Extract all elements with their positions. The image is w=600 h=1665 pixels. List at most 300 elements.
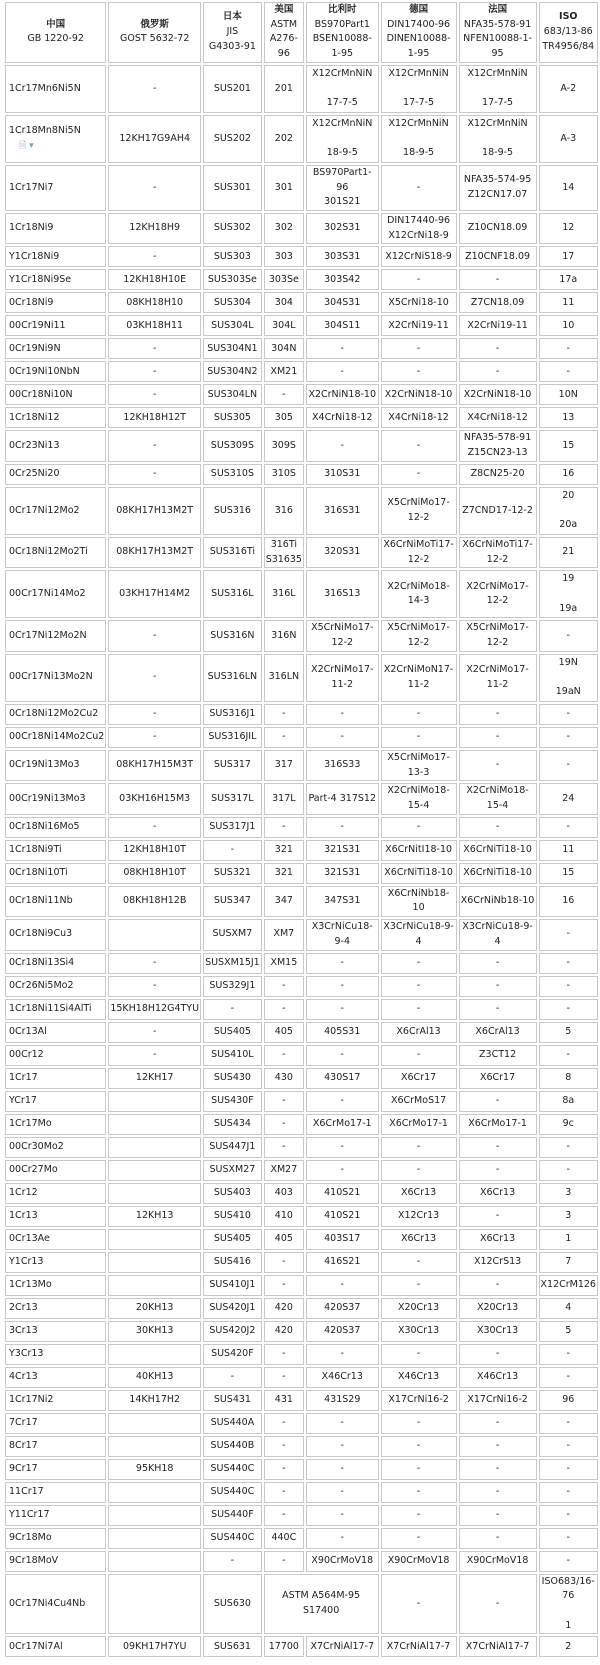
grade-equivalent: 5 [565,1025,572,1037]
table-cell [264,407,304,428]
column-header-standard: GOST 5632-72 [119,33,190,45]
grade-name: 0Cr18Ni12Mo2Ti [9,546,88,558]
grade-equivalent: - [566,979,570,991]
grade-equivalent: Z10CN18.09 [467,222,528,234]
grade-equivalent: X6Cr13 [479,1232,516,1244]
table-cell [5,384,106,405]
table-cell [203,1252,262,1273]
table-cell [108,213,201,244]
table-cell [459,1137,537,1158]
table-cell [306,315,379,336]
grade-equivalent: X20Cr13 [397,1301,440,1313]
grade-name: 1Cr18Ni9Ti [9,843,62,855]
grade-equivalent: - [152,468,157,480]
grade-equivalent: 12KH17 [135,1071,174,1083]
grade-equivalent: 321S31 [324,866,361,878]
grade-name: 7Cr17 [9,1416,38,1428]
grade-equivalent: A-3 [560,132,577,144]
table-row [5,727,598,748]
grade-equivalent: X2CrNiMo18-15-4 [466,785,529,811]
table-cell [108,1137,201,1158]
table-cell [264,1436,304,1457]
grade-equivalent: - [566,342,570,354]
grade-equivalent: - [566,928,570,940]
grade-name: 1Cr18Ni11Si4AlTi [9,1002,92,1014]
grade-equivalent: X3CrNiCu18-9-4 [311,921,373,947]
grade-equivalent: - [495,1462,500,1474]
grade-equivalent: - [282,1048,286,1060]
grade-equivalent: 316N [271,629,297,641]
grade-equivalent: X4CrNi18-12 [312,411,373,423]
grade-equivalent: NFA35-578-91 Z15CN23-13 [463,432,532,459]
table-cell [539,1252,598,1273]
table-cell [264,361,304,382]
grade-equivalent: - [566,730,570,742]
table-cell [264,1206,304,1227]
grade-name: 00Cr18Ni14Mo2Cu2 [9,730,105,742]
grade-name: 0Cr18Ni12Mo2Cu2 [9,707,99,719]
table-cell [381,1636,457,1657]
grade-equivalent: - [230,1002,235,1014]
table-cell [108,1321,201,1342]
grade-equivalent: 316S33 [324,759,361,771]
grade-equivalent: SUS410J1 [209,1278,256,1290]
grade-equivalent: - [152,1025,157,1037]
grade-equivalent: 17700 [268,1640,299,1652]
table-cell [306,840,379,861]
table-cell [539,1298,598,1319]
table-cell [306,1551,379,1572]
table-cell [459,976,537,997]
table-cell [108,269,201,290]
table-cell [264,976,304,997]
grade-equivalent: - [282,1554,286,1566]
grade-equivalent: 440C [271,1531,297,1543]
grade-equivalent: X6CrAl13 [396,1025,441,1037]
grade-equivalent: 7 [565,1255,572,1267]
table-cell [539,750,598,781]
table-cell [264,1482,304,1503]
grade-equivalent: X4CrNi18-12 [467,411,528,423]
grade-equivalent: SUS317J1 [209,820,256,832]
column-header [539,2,598,63]
grade-equivalent: - [152,181,157,193]
table-cell [459,863,537,884]
table-cell [203,654,262,702]
grade-equivalent: 347S31 [324,895,361,907]
table-cell [264,727,304,748]
table-cell [108,953,201,974]
grade-equivalent: X6Cr17 [400,1071,437,1083]
grade-equivalent: - [495,273,500,285]
table-cell [108,430,201,461]
table-cell [264,487,304,535]
table-cell [306,919,379,950]
table-cell [203,704,262,725]
grade-equivalent: - [566,1416,570,1428]
grade-equivalent: - [495,730,500,742]
table-row [5,407,598,428]
table-row [5,1436,598,1457]
table-cell [381,338,457,359]
table-cell [108,750,201,781]
grade-equivalent: X6Cr13 [400,1186,437,1198]
table-cell [381,1137,457,1158]
grade-equivalent: 303 [274,250,293,262]
grade-equivalent: 17a [559,273,578,285]
grade-equivalent: X17CrNi16-2 [467,1393,528,1405]
grade-equivalent: SUS202 [213,132,251,144]
table-body [5,65,598,1658]
grade-equivalent: X6CrNiTi18-10 [463,866,532,878]
table-cell [203,246,262,267]
grade-equivalent: X5CrNiMo17-13-3 [387,751,450,778]
table-cell [381,1413,457,1434]
grade-name: 1Cr18Mn8Ni5N [9,125,81,137]
table-cell [108,1206,201,1227]
table-cell [5,1091,106,1112]
table-row [5,292,598,313]
grade-equivalent: X17CrNi16-2 [388,1393,449,1405]
grade-equivalent: X3CrNiCu18-9-4 [462,921,533,947]
table-cell [5,430,106,461]
grade-equivalent: - [416,1048,421,1060]
table-cell [203,976,262,997]
table-cell [306,213,379,244]
grade-equivalent: - [230,1554,235,1566]
table-cell [5,976,106,997]
grade-equivalent: 5 [565,1324,572,1336]
table-cell [5,1321,106,1342]
table-cell [5,487,106,535]
table-cell [5,783,106,814]
table-cell [203,115,262,163]
grade-equivalent: SUS430 [213,1071,251,1083]
grade-equivalent: - [495,342,500,354]
table-cell [5,1114,106,1135]
grade-equivalent: X12CrMnNiN 17-7-5 [312,67,373,109]
table-cell [264,384,304,405]
grade-equivalent: Part-4 317S12 [308,792,376,804]
table-cell [459,919,537,950]
table-cell [306,464,379,485]
table-cell [5,1574,106,1635]
table-cell [381,1022,457,1043]
grade-equivalent: - [282,1508,286,1520]
table-cell [203,570,262,618]
grade-equivalent: - [152,956,157,968]
grade-equivalent: X6CrNiMoTi17-12-2 [462,538,533,565]
grade-name: 0Cr19Ni13Mo3 [9,759,80,771]
table-cell [306,953,379,974]
grade-equivalent: SUS201 [213,82,251,94]
column-header-title: 德国 [409,4,429,15]
table-cell [381,1298,457,1319]
table-cell [203,999,262,1020]
table-cell [264,1275,304,1296]
grade-equivalent: 08KH18H10 [126,296,184,308]
table-cell [5,999,106,1020]
table-cell [264,1505,304,1526]
grade-equivalent: X90CrMoV18 [311,1554,374,1566]
table-row [5,65,598,113]
table-cell [381,430,457,461]
grade-equivalent: - [495,1163,500,1175]
grade-equivalent: X6Cr17 [479,1071,516,1083]
grade-equivalent: SUS304L [211,319,254,331]
grade-equivalent: - [282,979,286,991]
table-cell [381,537,457,568]
table-row [5,1528,598,1549]
grade-equivalent: 410 [274,1209,293,1221]
table-cell [539,213,598,244]
grade-equivalent: X6CrNitI18-10 [385,843,453,855]
table-cell [381,246,457,267]
grade-equivalent: 403 [274,1186,293,1198]
grade-equivalent: SUS317L [211,792,254,804]
table-cell [459,1252,537,1273]
grade-name: 1Cr12 [9,1186,38,1198]
grade-equivalent: 347 [274,895,293,907]
column-header-title: 俄罗斯 [140,18,169,30]
grade-equivalent: - [566,707,570,719]
column-header-title: 中国 [46,18,66,30]
grade-equivalent: - [495,1094,500,1106]
table-cell [306,1206,379,1227]
table-cell [539,999,598,1020]
grade-equivalent: SUS316JIL [208,730,257,742]
grade-equivalent: ISO683/16-76 1 [541,1575,595,1631]
grade-equivalent: SUS329J1 [209,979,256,991]
grade-equivalent: SUS440C [210,1531,255,1543]
table-cell [5,750,106,781]
table-cell [539,570,598,618]
table-cell [306,115,379,163]
grade-equivalent: - [282,1439,286,1451]
grade-equivalent: 305 [274,411,293,423]
grade-equivalent: X2CrNiN18-10 [308,388,377,400]
grade-equivalent: SUS420J1 [209,1301,256,1313]
table-cell [5,1229,106,1250]
table-cell [264,1636,304,1657]
table-cell [203,783,262,814]
table-cell [203,269,262,290]
column-header [459,2,537,63]
grade-equivalent: 304L [272,319,296,331]
table-cell [459,817,537,838]
grade-equivalent: - [152,979,157,991]
grade-equivalent: - [152,820,157,832]
grade-equivalent: 15 [562,866,575,878]
table-cell [381,165,457,211]
grade-equivalent: - [416,1531,421,1543]
table-cell [108,886,201,917]
grade-equivalent: XM7 [273,928,295,940]
grade-equivalent: - [340,1094,344,1106]
grade-equivalent: - [282,1140,286,1152]
table-cell [108,704,201,725]
grade-equivalent: - [566,1140,570,1152]
grade-equivalent: 302S31 [324,222,361,234]
grade-equivalent: - [566,820,570,832]
table-cell [5,817,106,838]
table-cell [108,1091,201,1112]
grade-equivalent: - [282,1347,286,1359]
table-cell [381,1344,457,1365]
table-row [5,1252,598,1273]
table-cell [108,999,201,1020]
table-cell [5,65,106,113]
grade-name: 0Cr18Ni16Mo5 [9,820,80,832]
grade-name: 1Cr13 [9,1209,38,1221]
table-cell [108,464,201,485]
table-cell [381,727,457,748]
table-cell [459,1321,537,1342]
grade-equivalent: SUS304N2 [207,365,258,377]
grade-equivalent: 316S31 [324,504,361,516]
table-cell [459,570,537,618]
table-cell [108,1636,201,1657]
table-cell [5,620,106,651]
grade-equivalent: X2CrNi19-11 [388,319,449,331]
table-cell [381,1068,457,1089]
grade-equivalent: X7CrNiAl17-7 [465,1640,530,1652]
table-cell [264,1321,304,1342]
table-cell [108,1390,201,1411]
grade-equivalent: 430 [274,1071,293,1083]
grade-name: 1Cr18Ni12 [9,411,60,423]
grade-equivalent: X2CrNiMoN17-11-2 [383,664,454,690]
grade-name: 0Cr17Ni7Al [9,1640,63,1652]
table-cell [5,570,106,618]
grade-equivalent: 420S37 [324,1301,361,1313]
table-cell [306,246,379,267]
table-row [5,919,598,950]
table-cell [5,1551,106,1572]
table-cell [459,1183,537,1204]
table-cell [203,537,262,568]
table-cell [264,430,304,461]
table-cell [306,1160,379,1181]
column-header [264,2,304,63]
table-cell [203,620,262,651]
table-cell [459,1459,537,1480]
grade-equivalent: X6CrNiNb18-10 [387,887,450,914]
grade-name: 0Cr19Ni10NbN [9,365,80,377]
grade-equivalent: - [416,1347,421,1359]
table-cell [5,1636,106,1657]
grade-equivalent: - [495,1347,500,1359]
table-cell [539,361,598,382]
table-cell [459,727,537,748]
table-cell [108,1183,201,1204]
grade-equivalent: SUS440C [210,1485,255,1497]
table-cell [5,464,106,485]
table-cell [203,863,262,884]
grade-equivalent: - [282,388,286,400]
table-cell [264,750,304,781]
table-cell [108,1114,201,1135]
grade-equivalent: 410S21 [324,1186,361,1198]
grade-name: Y3Cr13 [9,1347,44,1359]
grade-equivalent: - [340,1347,344,1359]
table-row [5,1183,598,1204]
grade-equivalent: 201 [274,82,293,94]
table-cell [459,654,537,702]
table-cell [203,430,262,461]
grade-name: 1Cr17Ni7 [9,181,54,193]
document-icon[interactable]: 🗎 ▾ [19,140,34,151]
table-row [5,246,598,267]
grade-equivalent: X7CrNiAl17-7 [310,1640,375,1652]
column-header-standard: 683/13-86 [543,26,593,38]
grade-name: 4Cr13 [9,1370,38,1382]
grade-name: 0Cr23Ni13 [9,439,60,451]
table-cell [203,1045,262,1066]
table-cell [381,620,457,651]
grade-equivalent: SUS440B [210,1439,255,1451]
grade-equivalent: SUS440F [211,1508,254,1520]
grade-equivalent: - [416,181,421,193]
column-header-standard: NFA35-578-91 [463,18,532,30]
table-cell [264,817,304,838]
grade-equivalent: XM27 [270,1163,298,1175]
grade-equivalent: 405 [274,1232,293,1244]
column-header [203,2,262,63]
grade-equivalent: SUS316J1 [209,707,256,719]
table-cell [539,384,598,405]
table-cell [108,1482,201,1503]
table-cell [306,1275,379,1296]
table-cell [108,315,201,336]
table-cell [203,1482,262,1503]
table-cell [306,999,379,1020]
table-cell [539,1436,598,1457]
table-cell [306,1528,379,1549]
grade-equivalent: - [416,439,421,451]
grade-equivalent: 12KH18H10E [123,273,187,285]
grade-name: 2Cr13 [9,1301,38,1313]
grade-equivalent: - [495,707,500,719]
grade-equivalent: - [495,1439,500,1451]
grade-equivalent: 316L [272,587,296,599]
grade-equivalent: 21 [562,546,575,558]
grade-equivalent: X12CrMnNiN 18-9-5 [388,117,449,159]
table-cell [203,464,262,485]
grade-equivalent: SUS440C [210,1462,255,1474]
table-cell [203,1551,262,1572]
table-cell [459,1229,537,1250]
table-cell [5,863,106,884]
grade-name: 3Cr13 [9,1324,38,1336]
table-cell [381,1252,457,1273]
grade-equivalent: 405S31 [324,1025,361,1037]
grade-equivalent: SUS304 [213,296,251,308]
grade-equivalent: X6CrMo17-1 [468,1117,527,1129]
table-cell [381,654,457,702]
grade-equivalent: 420 [274,1301,293,1313]
table-cell [381,919,457,950]
grade-equivalent: - [152,82,157,94]
table-row [5,999,598,1020]
table-cell [381,1229,457,1250]
grade-equivalent: 03KH18H11 [126,319,184,331]
grade-equivalent: X90CrMoV18 [466,1554,529,1566]
grade-equivalent: X2CrNiN18-10 [463,388,532,400]
table-cell [306,430,379,461]
grade-equivalent: - [495,1278,500,1290]
table-cell [381,1505,457,1526]
